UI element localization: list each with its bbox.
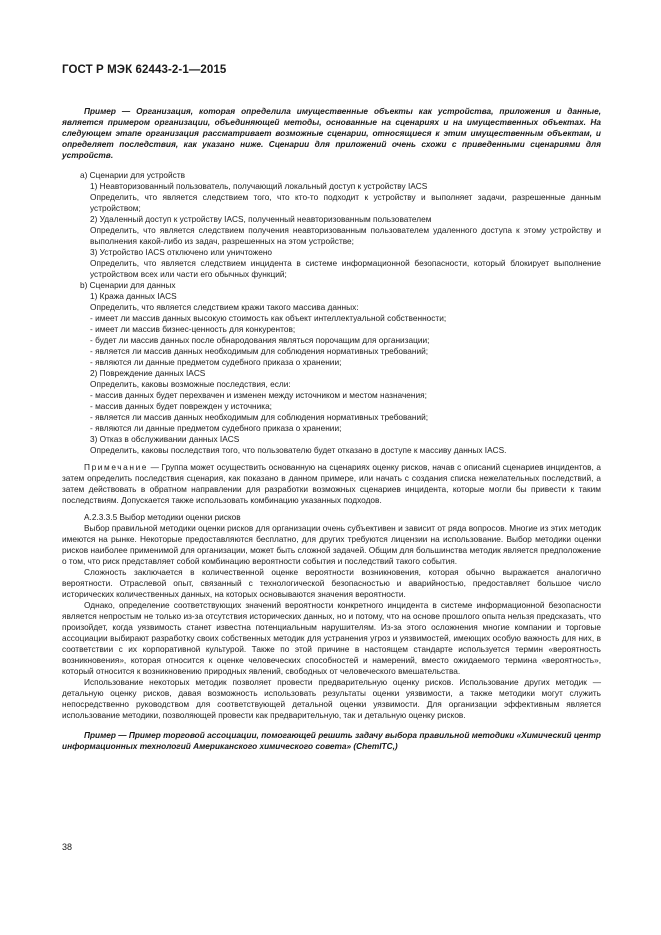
device-scenario-1-title: 1) Неавторизованный пользователь, получающий локальный доступ к устройству IACS [90,181,428,191]
list-item: - имеет ли массив данных высокую стоимость как объект интеллектуальной собственности; [90,313,447,323]
data-scenario-2-intro: Определить, каковы возможные последствия, если: [90,379,291,389]
section-paragraph: Сложность заключается в количественной оценке вероятности возникновения, которая обычно выражается аналогично вероятности. Отраслевой опыт, связанный с технологической безопасностью и аварийностью, предоставляет большое число исторических количественных данных, на которых основываются значения вероятности. [62,567,601,599]
list-item: - имеет ли массив бизнес-ценность для конкурентов; [90,324,296,334]
list-item: - являются ли данные предметом судебного приказа о хранении; [90,423,342,433]
list-item: - массив данных будет поврежден у источника; [90,401,272,411]
device-scenario-2-text: Определить, что является следствием получения неавторизованным пользователем удаленного доступа к этому устройству и выполнения какой-либо из задач, разрешенных на этом устройстве; [90,225,601,246]
section-title: А.2.3.3.5 Выбор методики оценки рисков [84,512,241,522]
list-item: - массив данных будет перехвачен и изменен между источником и местом назначения; [90,390,427,400]
example-paragraph-2: Пример — Пример торговой ассоциации, помогающей решить задачу выбора правильной методики «Химический центр информационных технологий Американского химического совета» (ChemITC,) [62,730,601,751]
example-paragraph: Пример — Организация, которая определила имущественные объекты как устройства, приложения и данные, является примером организации, объединяющей методы, основанные на сценариях и на имущественных объектах. На следующем этапе организация рассматривает возможные сценарии, относящиеся к этим имущественным объектам, и определяет последствия, как указано ниже. Сценарии для приложений очень схожи с приведенными сценариями для устройств. [62,106,601,160]
device-scenarios-title: a) Сценарии для устройств [80,170,186,180]
data-scenario-3-title: 3) Отказ в обслуживании данных IACS [90,434,240,444]
data-scenario-1-intro: Определить, что является следствием кражи такого массива данных: [90,302,359,312]
list-item: - будет ли массив данных после обнародования являться порочащим для организации; [90,335,430,345]
list-item: - являются ли данные предметом судебного приказа о хранении; [90,357,342,367]
device-scenario-1-text: Определить, что является следствием того, что кто-то подходит к устройству и выполняет задачи, разрешенные данным устройством; [90,192,601,213]
data-scenario-3-text: Определить, каковы последствия того, что пользователю будет отказано в доступе к массиву данных IACS. [90,445,507,455]
note-label: Примечание [84,462,149,472]
document-header: ГОСТ Р МЭК 62443-2-1—2015 [62,64,227,76]
note-paragraph [62,462,601,506]
data-scenarios-title: b) Сценарии для данных [80,280,176,290]
list-item: - является ли массив данных необходимым для соблюдения нормативных требований; [90,412,429,422]
device-scenario-3-text: Определить, что является следствием инцидента в системе информационной безопасности, который блокирует выполнение устройством всех или части его обычных функций; [90,258,601,279]
list-item: - является ли массив данных необходимым для соблюдения нормативных требований; [90,346,429,356]
section-paragraph: Выбор правильной методики оценки рисков для организации очень субъективен и зависит от ряда вопросов. Многие из этих методик имеются на рынке. Некоторые предоставляются бесплатно, для других требуются лицензии на использование. Выбор методики оценки рисков наиболее применимой для организации, может быть сложной задачей. Общим для большинства методик является предположение о том, что риск представляет собой комбинацию вероятности события и последствий такого события. [62,523,601,566]
device-scenario-3-title: 3) Устройство IACS отключено или уничтожено [90,247,273,257]
note-text: — Группа может осуществить основанную на сценариях оценку рисков, начав с описаний сценариев инцидентов, а затем определить последствия сценария, как показано в данном примере, или начать с создания списка нежелательных последствий, а затем действовать в обратном направлении для разработки возможных сценариев инцидента, которые могли бы привести к таким последствиям. Допускается также использовать комбинацию указанных подходов. [62,462,601,505]
data-scenario-2-title: 2) Повреждение данных IACS [90,368,206,378]
section-paragraph: Использование некоторых методик позволяет провести предварительную оценку рисков. Использование других методик — детальную оценку рисков, давая возможность использовать результаты оценки уязвимости, а также методики могут служить непосредственно руководством для соответствующей детальной оценки уязвимости. Для организации эффективным является использование методики, позволяющей провести как предварительную, так и детальную оценку рисков. [62,677,601,720]
section-paragraph: Однако, определение соответствующих значений вероятности конкретного инцидента в системе информационной безопасности является непростым не только из-за отсутствия исторических данных, но и потому, что на основе прошлого опыта нельзя предсказать, что произойдет, когда уязвимость станет известна потенциальным нарушителям. Из-за этого осложнения многие компании и торговые ассоциации выбирают разработку своих собственных методик для устранения угроз и уязвимостей, имеющих особую важность для них, в соответствии с их корпоративной культурой. Также по этой причине в настоящем стандарте используется термин «вероятность возникновения», которая относится к оценке человеческих способностей и намерений, вместо ожидаемого термина «вероятность», который относится к возникновению природных явлений, свободных от человеческого вмешательства. [62,600,601,676]
device-scenario-2-title: 2) Удаленный доступ к устройству IACS, полученный неавторизованным пользователем [90,214,432,224]
document-body [62,106,601,752]
page-number: 38 [62,842,73,852]
data-scenario-1-title: 1) Кража данных IACS [90,291,177,301]
